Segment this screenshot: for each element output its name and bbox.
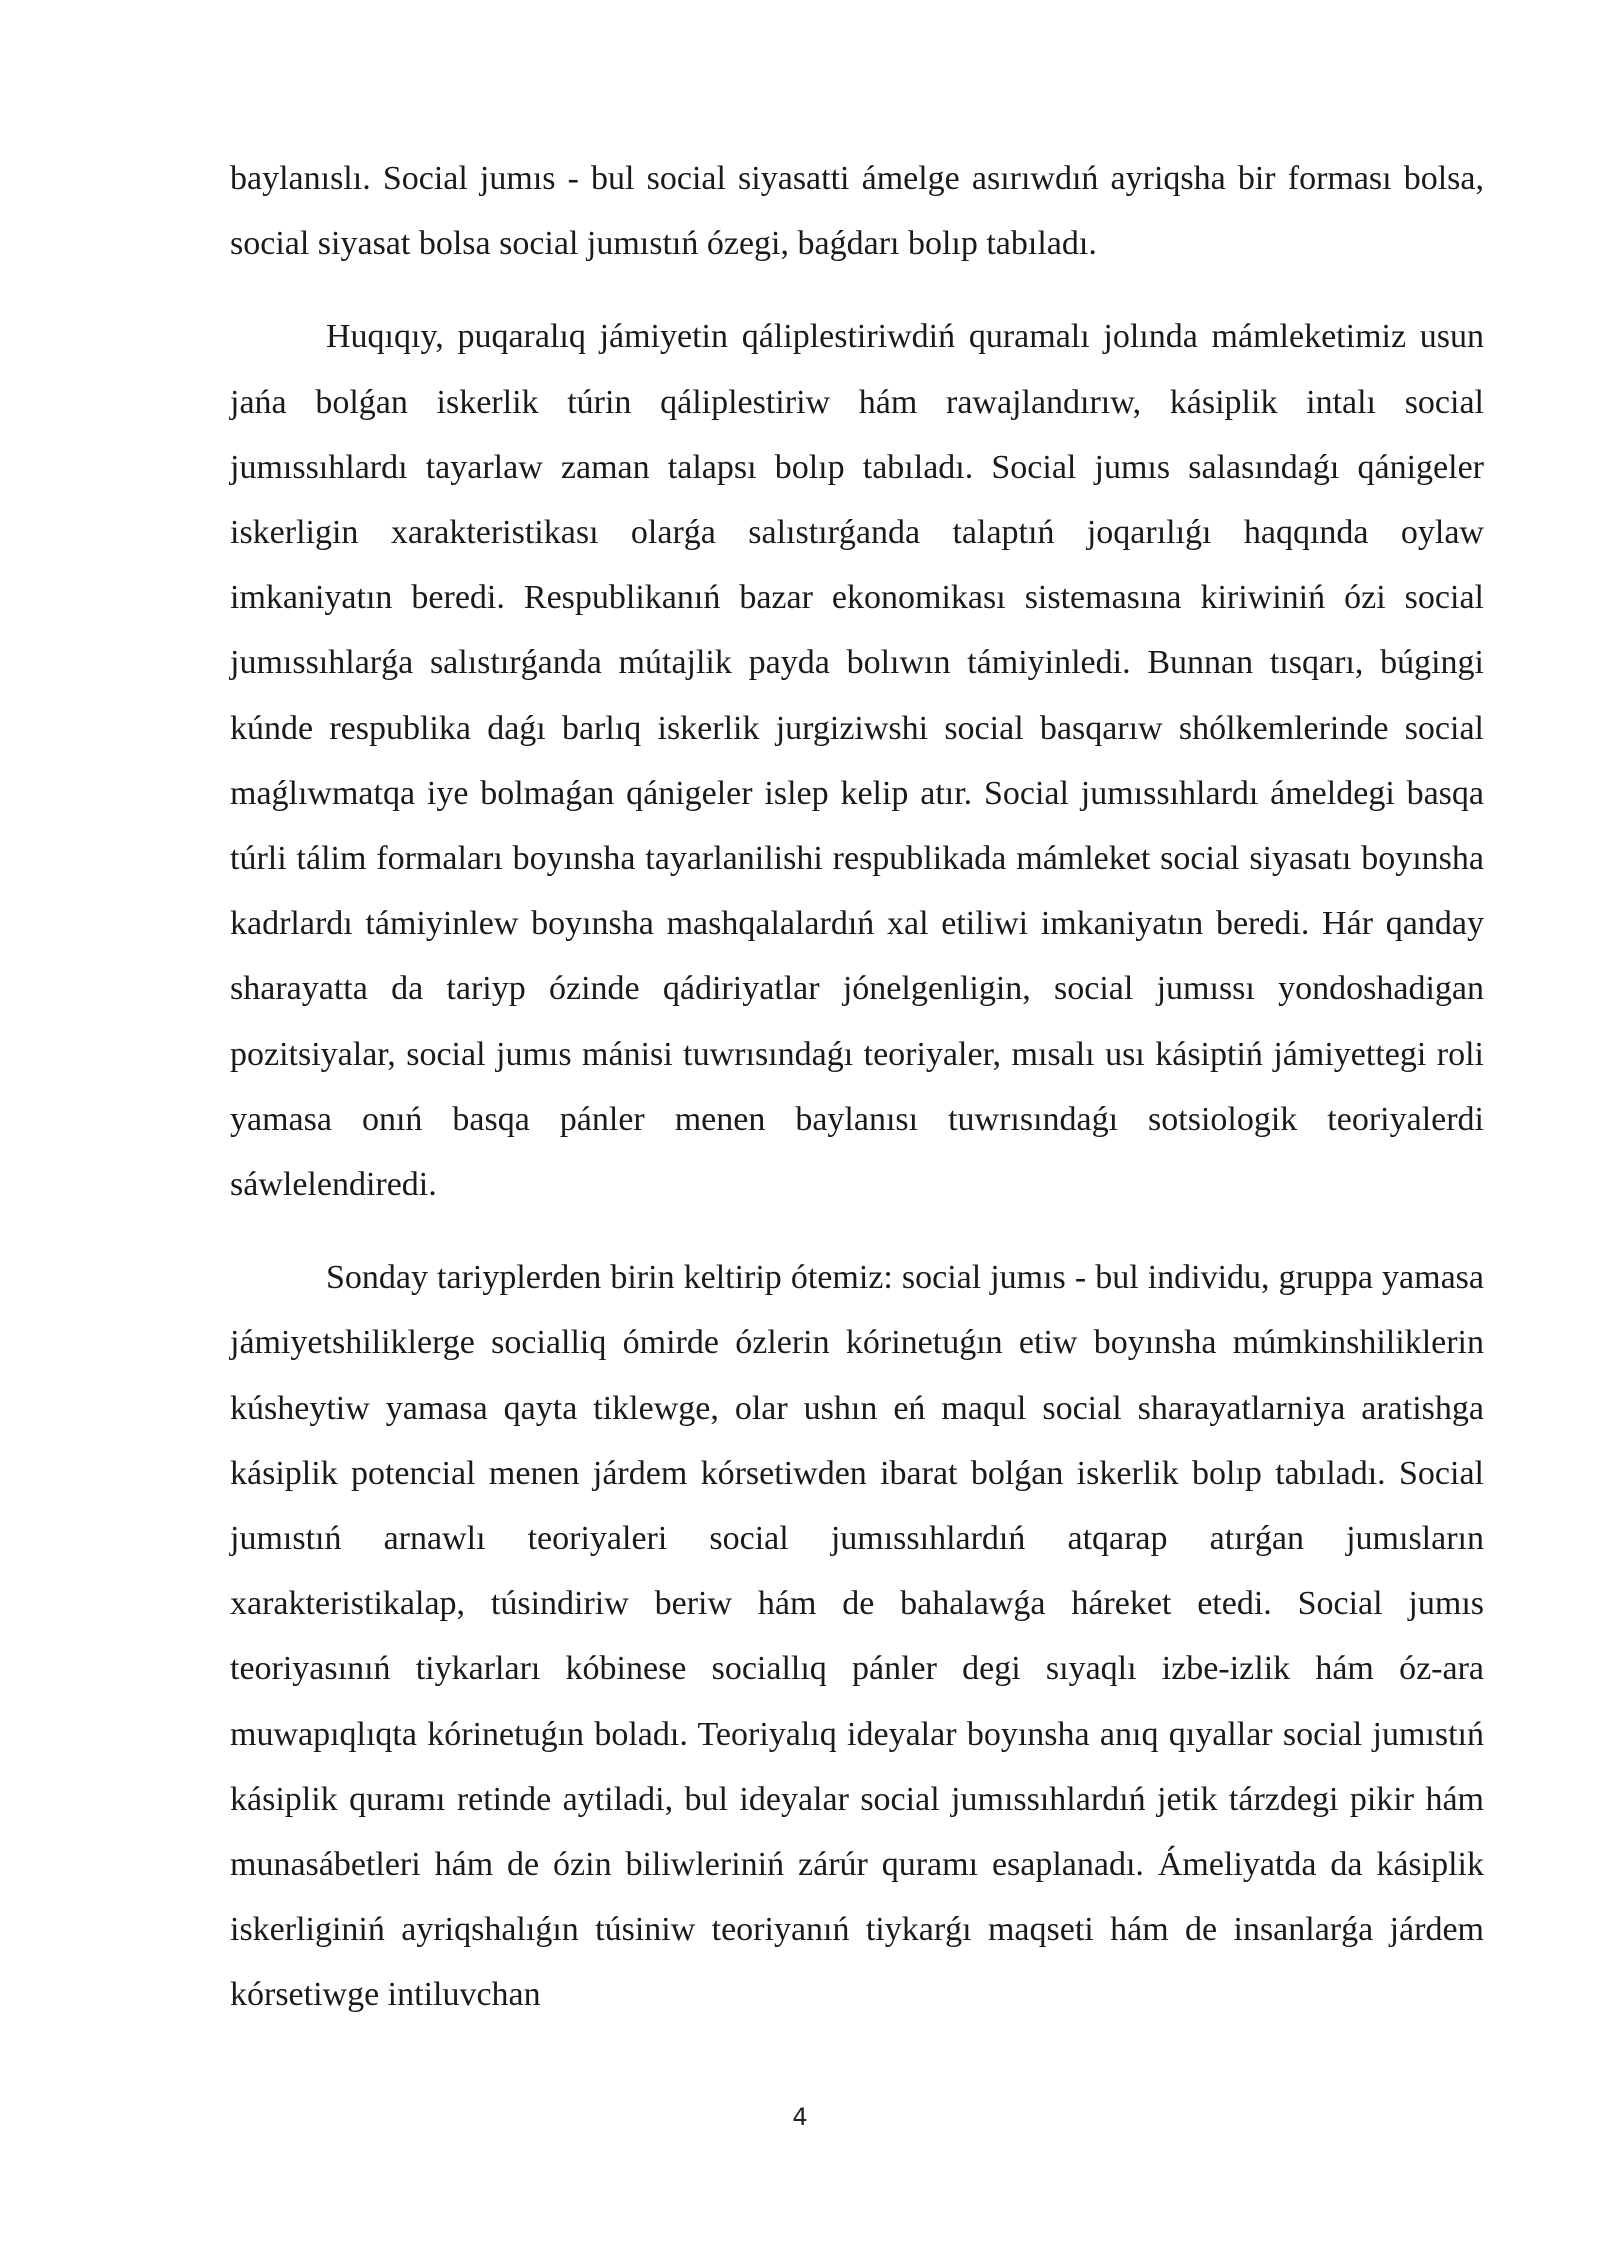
paragraph: Sonday tariyplerden birin keltirip ótemiz: social jumıs - bul individu, gruppa yamasa jámiyetshiliklerge socialliq ómirde ózlerin kórinetuǵın etiw boyınsha múmkinshiliklerin kúsheytiw yamasa qayta tiklewge, olar ushın eń maqul social sharayatlarniya aratishga kásiplik potencial menen járdem kórsetiwden ibarat bolǵan iskerlik bolıp tabıladı. Social jumıstıń arnawlı teoriyaleri social jumıssıhlardıń atqarap atırǵan jumısların xarakteristikalap, túsindiriw beriw hám de bahalawǵa háreket etedi. Social jumıs teoriyasınıń tiykarları kóbinese sociallıq pánler degi sıyaqlı izbe-izlik hám óz-ara muwapıqlıqta kórinetuǵın boladı. Teoriyalıq ideyalar boyınsha anıq qıyallar social jumıstıń kásiplik quramı retinde aytiladi, bul ideyalar social jumıssıhlardıń jetik tárzdegi pikir hám munasábetleri hám de ózin biliwleriniń zárúr quramı esaplanadı. Ámeliyatda da kásiplik iskerliginiń ayriqshalıǵın túsiniw teoriyanıń tiykarǵı maqseti hám de insanlarǵa járdem kórsetiwge intiluvchan <box>230 1259 1484 2014</box>
paragraph: Huqıqıy, puqaralıq jámiyetin qáliplestiriwdiń quramalı jolında mámleketimiz usun jańa bolǵan iskerlik túrin qáliplestiriw hám rawajlandırıw, kásiplik intalı social jumıssıhlardı tayarlaw zaman talapsı bolıp tabıladı. Social jumıs salasındaǵı qánigeler iskerligin xarakteristikası olarǵa salıstırǵanda talaptıń joqarılıǵı haqqında oylaw imkaniyatın beredi. Respublikanıń bazar ekonomikası sistemasına kiriwiniń ózi social jumıssıhlarǵa salıstırǵanda mútajlik payda bolıwın támiyinledi. Bunnan tısqarı, búgingi kúnde respublika daǵı barlıq iskerlik jurgiziwshi social basqarıw shólkemlerinde social maǵlıwmatqa iye bolmaǵan qánigeler islep kelip atır. Social jumıssıhlardı ámeldegi basqa túrli tálim formaları boyınsha tayarlanilishi respublikada mámleket social siyasatı boyınsha kadrlardı támiyinlew boyınsha mashqalalardıń xal etiliwi imkaniyatın beredi. Hár qanday sharayatta da tariyp ózinde qádiriyatlar jónelgenligin, social jumıssı yondoshadigan pozitsiyalar, social jumıs mánisi tuwrısındaǵı teoriyaler, mısalı usı kásiptiń jámiyettegi roli yamasa onıń basqa pánler menen baylanısı tuwrısındaǵı sotsiologik teoriyalerdi sáwlelendiredi. <box>230 318 1484 1204</box>
page-number: 4 <box>792 2103 808 2131</box>
document-body <box>230 146 1484 2028</box>
paragraph-continued: baylanıslı. Social jumıs - bul social siyasatti ámelge asırıwdıń ayriqsha bir forması bolsa, social siyasat bolsa social jumıstıń ózegi, baǵdarı bolıp tabıladı. <box>230 160 1484 263</box>
